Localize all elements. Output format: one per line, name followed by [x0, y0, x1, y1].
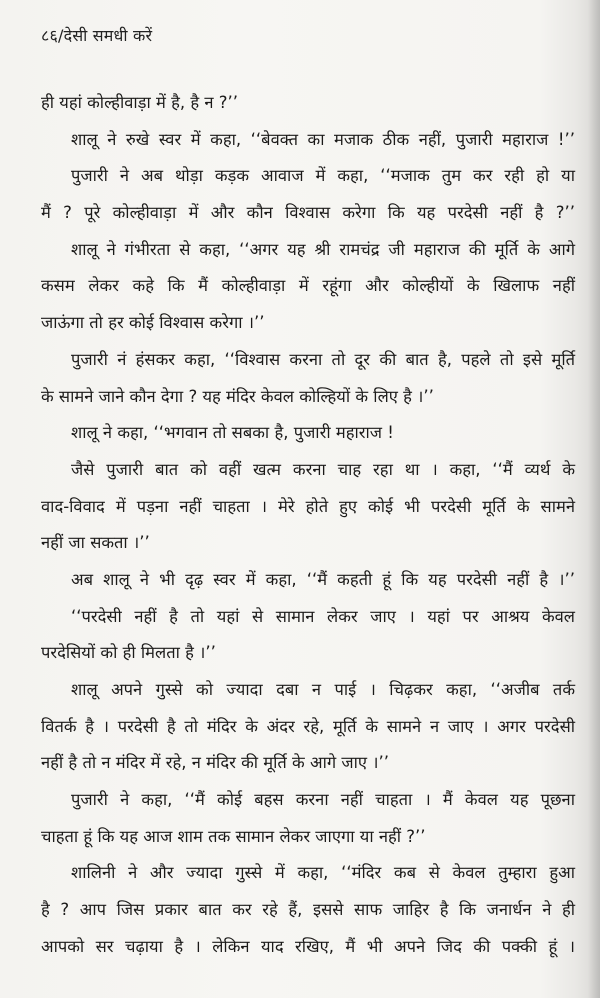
text-line: वितर्क है । परदेसी है तो मंदिर के अंदर रहे, मूर्ति के सामने न जाए । अगर परदेसी: [41, 716, 575, 736]
text-line: नहीं जा सकता ।’’: [41, 533, 150, 553]
text-line: आपको सर चढ़ाया है । लेकिन याद रखिए, मैं भी अपने जिद की पक्की हूं ।: [41, 936, 575, 956]
text-line: नहीं है तो न मंदिर में रहे, न मंदिर की मूर्ति के आगे जाए ।’’: [41, 753, 389, 773]
text-line: जैसे पुजारी बात को वहीं खत्म करना चाह रहा था । कहा, ‘‘मैं व्यर्थ के: [71, 459, 575, 479]
text-line: मैं ? पूरे कोल्हीवाड़ा में और कौन विश्वास करेगा कि यह परदेसी नहीं है ?’’: [41, 203, 575, 223]
text-line: चाहता हूं कि यह आज शाम तक सामान लेकर जाएगा या नहीं ?’’: [41, 826, 426, 846]
body-text: [41, 85, 575, 966]
text-line: शालू ने रुखे स्वर में कहा, ‘‘बेवक्त का मजाक ठीक नहीं, पुजारी महाराज !’’: [71, 129, 575, 149]
text-line: शालू अपने गुस्से को ज्यादा दबा न पाई । चिढ़कर कहा, ‘‘अजीब तर्क: [71, 680, 575, 699]
text-line: पुजारी ने अब थोड़ा कड़क आवाज में कहा, ‘‘मजाक तुम कर रही हो या: [71, 166, 575, 186]
text-line: कसम लेकर कहे कि मैं कोल्हीवाड़ा में रहूंगा और कोल्हीयों के खिलाफ नहीं: [41, 276, 575, 296]
text-line: वाद-विवाद में पड़ना नहीं चाहता । मेरे होते हुए कोई भी परदेसी मूर्ति के सामने: [41, 496, 575, 516]
text-line: ही यहां कोल्हीवाड़ा में है, है न ?’’: [41, 93, 239, 112]
text-line: शालू ने गंभीरता से कहा, ‘‘अगर यह श्री रामचंद्र जी महाराज की मूर्ति के आगे: [71, 239, 575, 259]
text-line: ‘‘परदेसी नहीं है तो यहां से सामान लेकर जाए । यहां पर आश्रय केवल: [71, 606, 575, 626]
text-line: पुजारी ने कहा, ‘‘मैं कोई बहस करना नहीं चाहता । मैं केवल यह पूछना: [71, 790, 575, 810]
page-edge-shadow: [588, 0, 600, 998]
text-line: अब शालू ने भी दृढ़ स्वर में कहा, ‘‘मैं कहती हूं कि यह परदेसी नहीं है ।’’: [71, 569, 575, 589]
text-line: शालिनी ने और ज्यादा गुस्से में कहा, ‘‘मंदिर कब से केवल तुम्हारा हुआ: [71, 863, 575, 883]
text-line: शालू ने कहा, ‘‘भगवान तो सबका है, पुजारी महाराज !: [71, 423, 394, 443]
text-line: जाऊंगा तो हर कोई विश्वास करेगा ।’’: [41, 313, 265, 333]
text-line: परदेसियों को ही मिलता है ।’’: [41, 643, 216, 663]
running-head: ८६/देसी समधी करें: [41, 26, 153, 45]
text-line: है ? आप जिस प्रकार बात कर रहे हैं, इससे साफ जाहिर है कि जनार्धन ने ही: [41, 900, 575, 920]
text-line: पुजारी नं हंसकर कहा, ‘‘विश्वास करना तो दूर की बात है, पहले तो इसे मूर्ति: [71, 349, 575, 369]
text-line: के सामने जाने कौन देगा ? यह मंदिर केवल कोल्हियों के लिए है ।’’: [41, 386, 434, 406]
